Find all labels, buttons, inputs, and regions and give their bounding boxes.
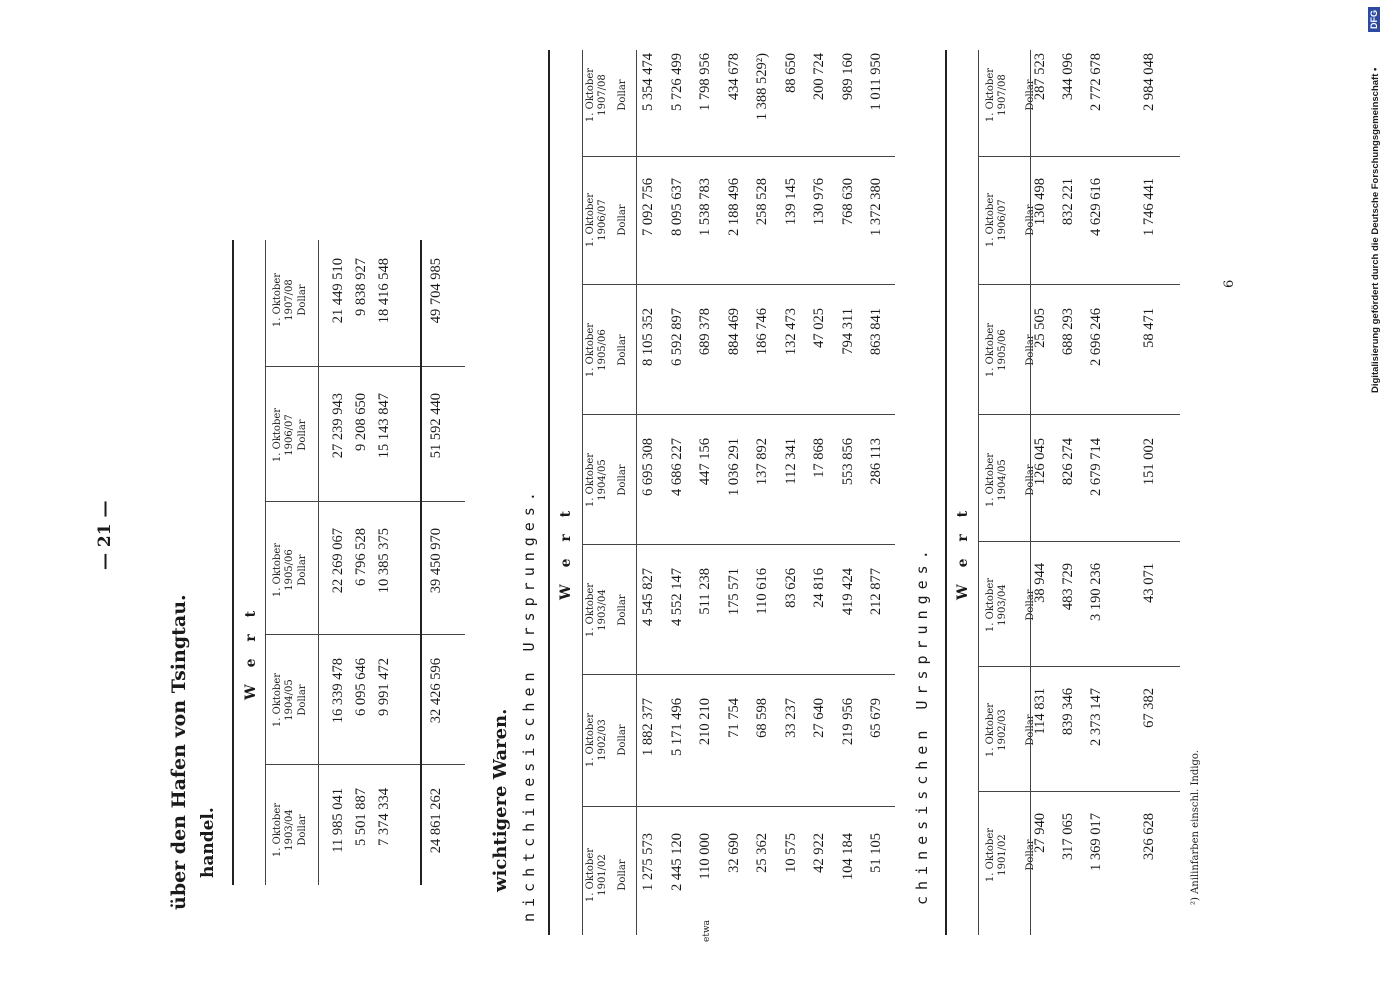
wert-underline [978, 50, 979, 935]
table-cell: 7 092 756 [640, 178, 656, 236]
table-cell: 175 571 [725, 568, 742, 616]
section2-title: wichtigere Waren. [490, 708, 511, 892]
column-header: 1. Oktober 1904/05 [272, 672, 295, 728]
column-header: 1. Oktober 1904/05 [985, 452, 1008, 508]
section1-label: handel. [198, 807, 218, 878]
table-cell: 47 025 [811, 308, 827, 348]
table-cell: 884 469 [725, 308, 742, 356]
table-cell: 258 528 [754, 178, 770, 226]
table-cell: 18 416 548 [376, 258, 392, 324]
table-cell: 38 944 [1032, 563, 1048, 603]
table-cell: 27 640 [811, 698, 827, 738]
table-cell: 83 626 [782, 568, 799, 608]
table-cell: 186 746 [754, 308, 770, 356]
table-cell: 137 892 [754, 438, 770, 486]
column-header: 1. Oktober 1903/04 [272, 802, 295, 858]
table-cell: 88 650 [782, 53, 799, 93]
column-header: 1. Oktober 1902/03 [985, 702, 1008, 758]
table-cell: 6 796 528 [353, 528, 369, 586]
table-cell: 317 065 [1060, 813, 1076, 861]
footnote: ²) Anilinfarben einschl. Indigo. [1190, 750, 1201, 905]
wert-heading: W e r t [955, 504, 971, 600]
etwa-marker: etwa [702, 919, 712, 942]
table-cell: 688 293 [1060, 308, 1076, 356]
table-cell: 9 838 927 [353, 258, 369, 316]
column-header: 1. Oktober 1906/07 [585, 192, 608, 248]
table-cell: 989 160 [839, 53, 856, 101]
unit-label: Dollar [1025, 204, 1036, 236]
unit-label: Dollar [297, 554, 308, 586]
table-cell: 5 171 496 [668, 698, 685, 756]
table-cell: 110 616 [754, 568, 770, 615]
table-cell: 768 630 [839, 178, 856, 226]
dfg-logo: DFG [1368, 7, 1380, 32]
table-cell: 511 238 [697, 568, 713, 615]
unit-label: Dollar [617, 79, 628, 111]
table-cell: 5 726 499 [668, 53, 685, 111]
table-cell: 863 841 [868, 308, 884, 356]
unit-label: Dollar [297, 284, 308, 316]
table-cell: 434 678 [725, 53, 742, 101]
unit-label: Dollar [297, 814, 308, 846]
table-cell: 344 096 [1060, 53, 1076, 101]
page-number: — 21 — [95, 500, 115, 570]
unit-label: Dollar [1025, 714, 1036, 746]
column-header: 1. Oktober 1901/02 [985, 827, 1008, 883]
column-header: 1. Oktober 1907/08 [985, 67, 1008, 123]
table-cell: 71 754 [725, 698, 742, 738]
table-cell: 9 991 472 [376, 658, 392, 716]
column-header: 1. Oktober 1905/06 [985, 322, 1008, 378]
table-cell: 4 552 147 [668, 568, 685, 626]
table-cell: 1 036 291 [725, 438, 742, 496]
table-cell: 689 378 [697, 308, 713, 356]
table-cell: 112 341 [782, 438, 799, 485]
section3-label: chinesischen Ursprunges. [913, 544, 931, 905]
table-cell: 1 538 783 [697, 178, 713, 236]
table-cell: 6 695 308 [640, 438, 656, 496]
table-cell: 132 473 [782, 308, 799, 356]
table-cell: 21 449 510 [330, 258, 346, 324]
table-cell: 10 575 [782, 833, 799, 873]
table-cell: 2 679 714 [1088, 438, 1104, 496]
unit-label: Dollar [297, 684, 308, 716]
table-cell: 210 210 [697, 698, 713, 746]
table-cell: 68 598 [754, 698, 770, 738]
table-cell: 212 877 [868, 568, 884, 616]
table-cell: 326 628 [1141, 813, 1157, 861]
table-cell: 287 523 [1032, 53, 1048, 101]
unit-label: Dollar [617, 594, 628, 626]
table-cell: 447 156 [697, 438, 713, 486]
table-cell: 419 424 [839, 568, 856, 616]
wert-heading: W e r t [558, 504, 574, 600]
table-cell: 33 237 [782, 698, 799, 738]
table-cell: 25 505 [1032, 308, 1048, 348]
table-cell: 43 071 [1141, 563, 1157, 603]
unit-label: Dollar [1025, 464, 1036, 496]
table-cell: 4 629 616 [1088, 178, 1104, 236]
table-cell: 16 339 478 [330, 658, 346, 724]
table-cell: 5 354 474 [640, 53, 656, 111]
signature-mark: 6 [1222, 279, 1237, 288]
table-cell: 17 868 [811, 438, 827, 478]
table-cell: 839 346 [1060, 688, 1076, 736]
table-cell: 2 373 147 [1088, 688, 1104, 746]
total-cell: 39 450 970 [428, 528, 444, 594]
table-cell: 200 724 [811, 53, 827, 101]
table-cell: 3 190 236 [1088, 563, 1104, 621]
table-cell: 8 105 352 [640, 308, 656, 366]
header-underline [1030, 50, 1031, 935]
table-cell: 130 498 [1032, 178, 1048, 226]
table-cell: 1 746 441 [1141, 178, 1157, 236]
column-header: 1. Oktober 1907/08 [585, 67, 608, 123]
table-cell: 114 831 [1032, 688, 1048, 735]
table-cell: 4 545 827 [640, 568, 656, 626]
table-cell: 826 274 [1060, 438, 1076, 486]
table-cell: 286 113 [868, 438, 884, 485]
table-cell: 6 095 646 [353, 658, 369, 716]
table-cell: 832 221 [1060, 178, 1076, 226]
table-cell: 126 045 [1032, 438, 1048, 486]
column-header: 1. Oktober 1905/06 [272, 542, 295, 598]
table-cell: 10 385 375 [376, 528, 392, 594]
table-cell: 22 269 067 [330, 528, 346, 594]
table-cell: 4 686 227 [668, 438, 685, 496]
unit-label: Dollar [617, 334, 628, 366]
total-cell: 51 592 440 [428, 393, 444, 459]
table-cell: 24 816 [811, 568, 827, 608]
table-cell: 5 501 887 [353, 788, 369, 846]
unit-label: Dollar [1025, 589, 1036, 621]
table-cell: 58 471 [1141, 308, 1157, 348]
table-cell: 553 856 [839, 438, 856, 486]
column-header: 1. Oktober 1904/05 [585, 452, 608, 508]
page-title: über den Hafen von Tsingtau. [168, 594, 190, 910]
unit-label: Dollar [297, 419, 308, 451]
table-cell: 1 275 573 [640, 833, 656, 891]
table-cell: 1 388 529²) [754, 53, 770, 121]
table-cell: 219 956 [839, 698, 856, 746]
digitization-note: Digitalisierung gefördert durch die Deutsche Forschungsgemeinschaft • [1370, 67, 1381, 393]
wert-heading: W e r t [243, 604, 259, 700]
table-cell: 67 382 [1141, 688, 1157, 728]
unit-label: Dollar [617, 859, 628, 891]
total-cell: 49 704 985 [428, 258, 444, 324]
table-cell: 1 369 017 [1088, 813, 1104, 871]
column-header: 1. Oktober 1906/07 [985, 192, 1008, 248]
column-header: 1. Oktober 1901/02 [585, 847, 608, 903]
unit-label: Dollar [1025, 334, 1036, 366]
table-cell: 794 311 [839, 308, 856, 355]
column-header: 1. Oktober 1903/04 [985, 577, 1008, 633]
table-cell: 2 188 496 [725, 178, 742, 236]
table-cell: 51 105 [868, 833, 884, 873]
unit-label: Dollar [617, 204, 628, 236]
table-cell: 9 208 650 [353, 393, 369, 451]
table-cell: 25 362 [754, 833, 770, 873]
unit-label: Dollar [617, 724, 628, 756]
table-cell: 65 679 [868, 698, 884, 738]
table-cell: 27 239 943 [330, 393, 346, 459]
table-cell: 2 445 120 [668, 833, 685, 891]
column-header: 1. Oktober 1903/04 [585, 582, 608, 638]
table-cell: 32 690 [725, 833, 742, 873]
table-cell: 8 095 637 [668, 178, 685, 236]
table-cell: 15 143 847 [376, 393, 392, 459]
table-cell: 110 000 [697, 833, 713, 880]
table-cell: 6 592 897 [668, 308, 685, 366]
table-cell: 104 184 [839, 833, 856, 881]
table-cell: 130 976 [811, 178, 827, 226]
table-cell: 2 772 678 [1088, 53, 1104, 111]
column-header: 1. Oktober 1907/08 [272, 272, 295, 328]
table-cell: 7 374 334 [376, 788, 392, 846]
table-cell: 1 372 380 [868, 178, 884, 236]
column-header: 1. Oktober 1902/03 [585, 712, 608, 768]
table-cell: 11 985 041 [330, 788, 346, 853]
table-cell: 2 984 048 [1141, 53, 1157, 111]
total-cell: 24 861 262 [428, 788, 444, 854]
table-cell: 27 940 [1032, 813, 1048, 853]
table-cell: 139 145 [782, 178, 799, 226]
table-cell: 42 922 [811, 833, 827, 873]
table-cell: 1 798 956 [697, 53, 713, 111]
table-cell: 483 729 [1060, 563, 1076, 611]
section2-label: nichtchinesischen Ursprunges. [520, 486, 538, 922]
total-cell: 32 426 596 [428, 658, 444, 724]
table-cell: 151 002 [1141, 438, 1157, 486]
unit-label: Dollar [1025, 839, 1036, 871]
column-header: 1. Oktober 1905/06 [585, 322, 608, 378]
column-header: 1. Oktober 1906/07 [272, 407, 295, 463]
table-cell: 1 882 377 [640, 698, 656, 756]
unit-label: Dollar [617, 464, 628, 496]
table-cell: 1 011 950 [868, 53, 884, 111]
table-cell: 2 696 246 [1088, 308, 1104, 366]
table-top-rule [945, 50, 947, 935]
unit-label: Dollar [1025, 79, 1036, 111]
